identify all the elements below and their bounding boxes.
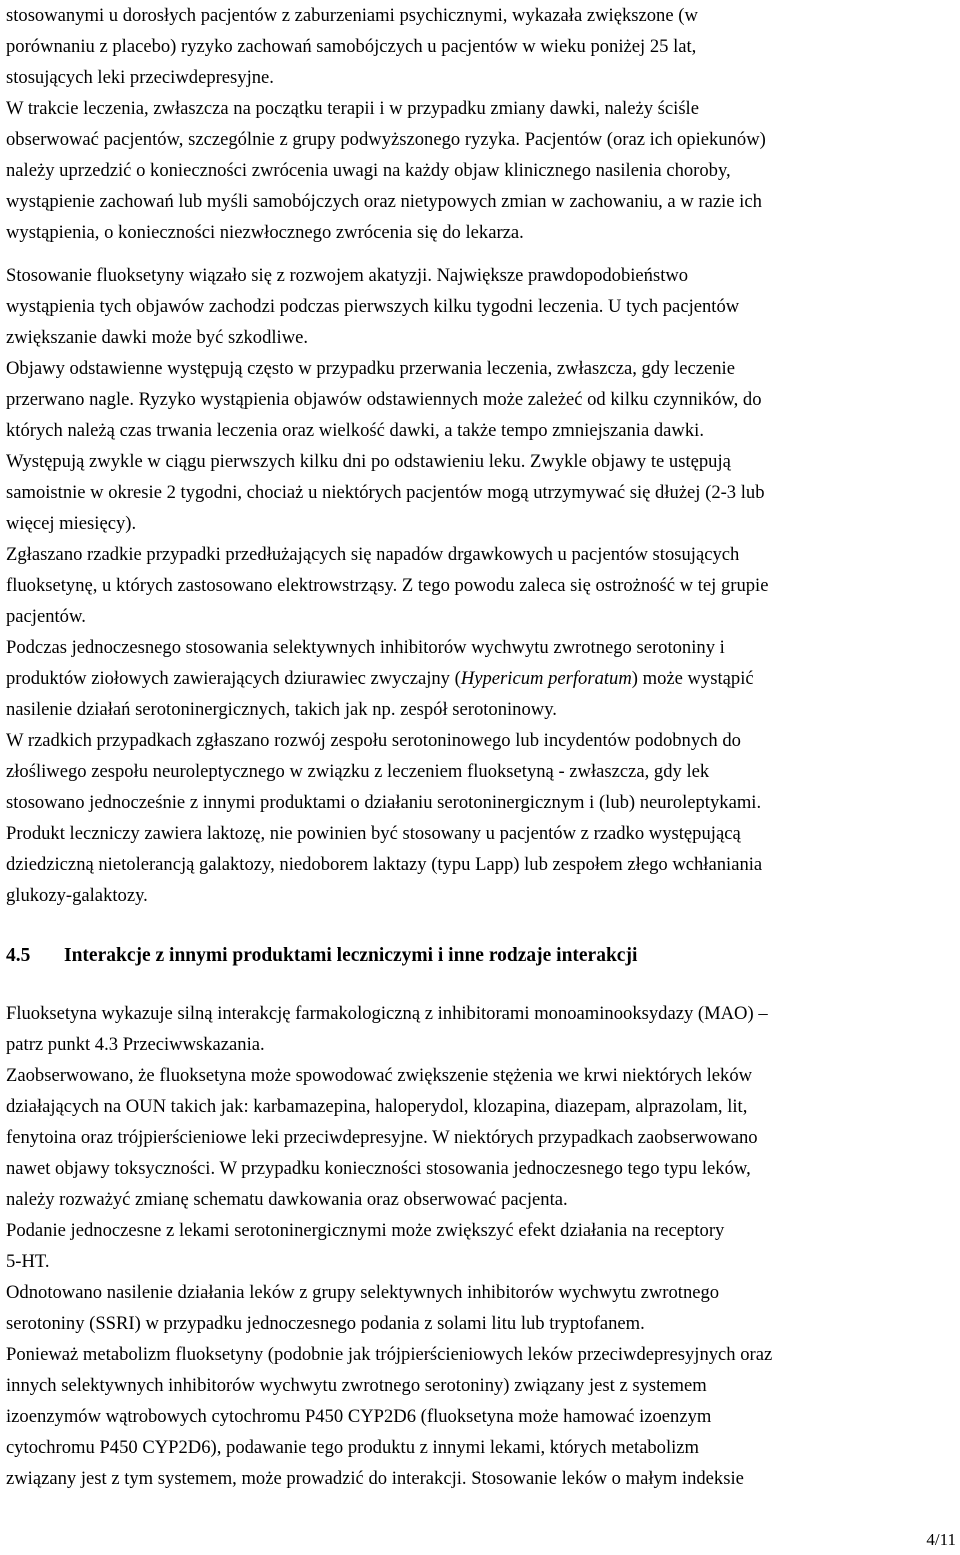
page-number: 4/11	[926, 1530, 956, 1549]
paragraph-interactions: Fluoksetyna wykazuje silną interakcję farmakologiczną z inhibitorami monoaminooksydazy (MAO) – patrz punkt 4.3 Przeciwwskazania. Zaobserwowano, że fluoksetyna może spowodować zwiększenie stężenia we krwi niektórych leków działających na OUN takich jak: karbamazepina, haloperydol, klozapina, diazepam, alprazolam, lit, fenytoina oraz trójpierścieniowe leki przeciwdepresyjne. W niektórych przypadkach zaobserwowano nawet objawy toksyczności. W przypadku konieczności stosowania jednoczesnego tego typu leków, należy rozważyć zmianę schematu dawkowania oraz obserwować pacjenta. Podanie jednoczesne z lekami serotoninergicznymi może zwiększyć efekt działania na receptory 5-HT. Odnotowano nasilenie działania leków z grupy selektywnych inhibitorów wychwytu zwrotnego serotoniny (SSRI) w przypadku jednoczesnego podania z solami litu lub tryptofanem. Ponieważ metabolizm fluoksetyny (podobnie jak trójpierścieniowych leków przeciwdepresyjnych oraz innych selektywnych inhibitorów wychwytu zwrotnego serotoniny) związany jest z systemem izoenzymów wątrobowych cytochromu P450 CYP2D6 (fluoksetyna może hamować izoenzym cytochromu P450 CYP2D6), podawanie tego produktu z innymi lekami, których metabolizm związany jest z tym systemem, może prowadzić do interakcji. Stosowanie leków o małym indeksie	[6, 1003, 773, 1489]
section-heading	[6, 940, 958, 971]
paragraph-akathisia-withdrawal: Stosowanie fluoksetyny wiązało się z rozwojem akatyzji. Największe prawdopodobieństwo wystąpienia tych objawów zachodzi podczas pierwszych kilku tygodni leczenia. U tych pacjentów zwiększanie dawki może być szkodliwe. Objawy odstawienne występują często w przypadku przerwania leczenia, zwłaszcza, gdy leczenie przerwano nagle. Ryzyko wystąpienia objawów odstawiennych może zależeć od kilku czynników, do których należą czas trwania leczenia oraz wielkość dawki, a także tempo zmniejszania dawki. Występują zwykle w ciągu pierwszych kilku dni po odstawieniu leku. Zwykle objawy te ustępują samoistnie w okresie 2 tygodni, chociaż u niektórych pacjentów mogą utrzymywać się dłużej (2-3 lub więcej miesięcy). Zgłaszano rzadkie przypadki przedłużających się napadów drgawkowych u pacjentów stosujących fluoksetynę, u których zastosowano elektrowstrząsy. Z tego powodu zaleca się ostrożność w tej grupie pacjentów.	[6, 265, 769, 627]
paragraph-serotonin-syndrome-lactose: W rzadkich przypadkach zgłaszano rozwój zespołu serotoninowego lub incydentów podobnych do złośliwego zespołu neuroleptycznego w związku z leczeniem fluoksetyną - zwłaszcza, gdy lek stosowano jednocześnie z innymi produktami o działaniu serotoninergicznym i (lub) neuroleptykami. Produkt leczniczy zawiera laktozę, nie powinien być stosowany u pacjentów z rzadko występującą dziedziczną nietolerancją galaktozy, niedoborem laktazy (typu Lapp) lub zespołem złego wchłaniania glukozy-galaktozy.	[6, 730, 763, 906]
paragraph-hypericum	[6, 632, 958, 725]
hypericum-latin-name: Hypericum perforatum	[460, 668, 632, 689]
section-number: 4.5	[6, 945, 31, 966]
section-title: Interakcje z innymi produktami leczniczymi i inne rodzaje interakcji	[64, 945, 638, 966]
hypericum-text-before: Podczas jednoczesnego stosowania selektywnych inhibitorów wychwytu zwrotnego serotoniny i produktów ziołowych zawierających dziurawiec zwyczajny (	[6, 637, 725, 689]
document-page	[6, 0, 958, 1494]
hypericum-text-after: ) może wystąpić nasilenie działań serotoninergicznych, takich jak np. zespół serotoninowy.	[6, 668, 754, 720]
paragraph-suicide-risk: stosowanymi u dorosłych pacjentów z zaburzeniami psychicznymi, wykazała zwiększone (w porównaniu z placebo) ryzyko zachowań samobójczych u pacjentów w wieku poniżej 25 lat, stosujących leki przeciwdepresyjne. W trakcie leczenia, zwłaszcza na początku terapii i w przypadku zmiany dawki, należy ściśle obserwować pacjentów, szczególnie z grupy podwyższonego ryzyka. Pacjentów (oraz ich opiekunów) należy uprzedzić o konieczności zwrócenia uwagi na każdy objaw klinicznego nasilenia choroby, wystąpienie zachowań lub myśli samobójczych oraz nietypowych zmian w zachowaniu, a w razie ich wystąpienia, o konieczności niezwłocznego zwrócenia się do lekarza.	[6, 5, 766, 243]
